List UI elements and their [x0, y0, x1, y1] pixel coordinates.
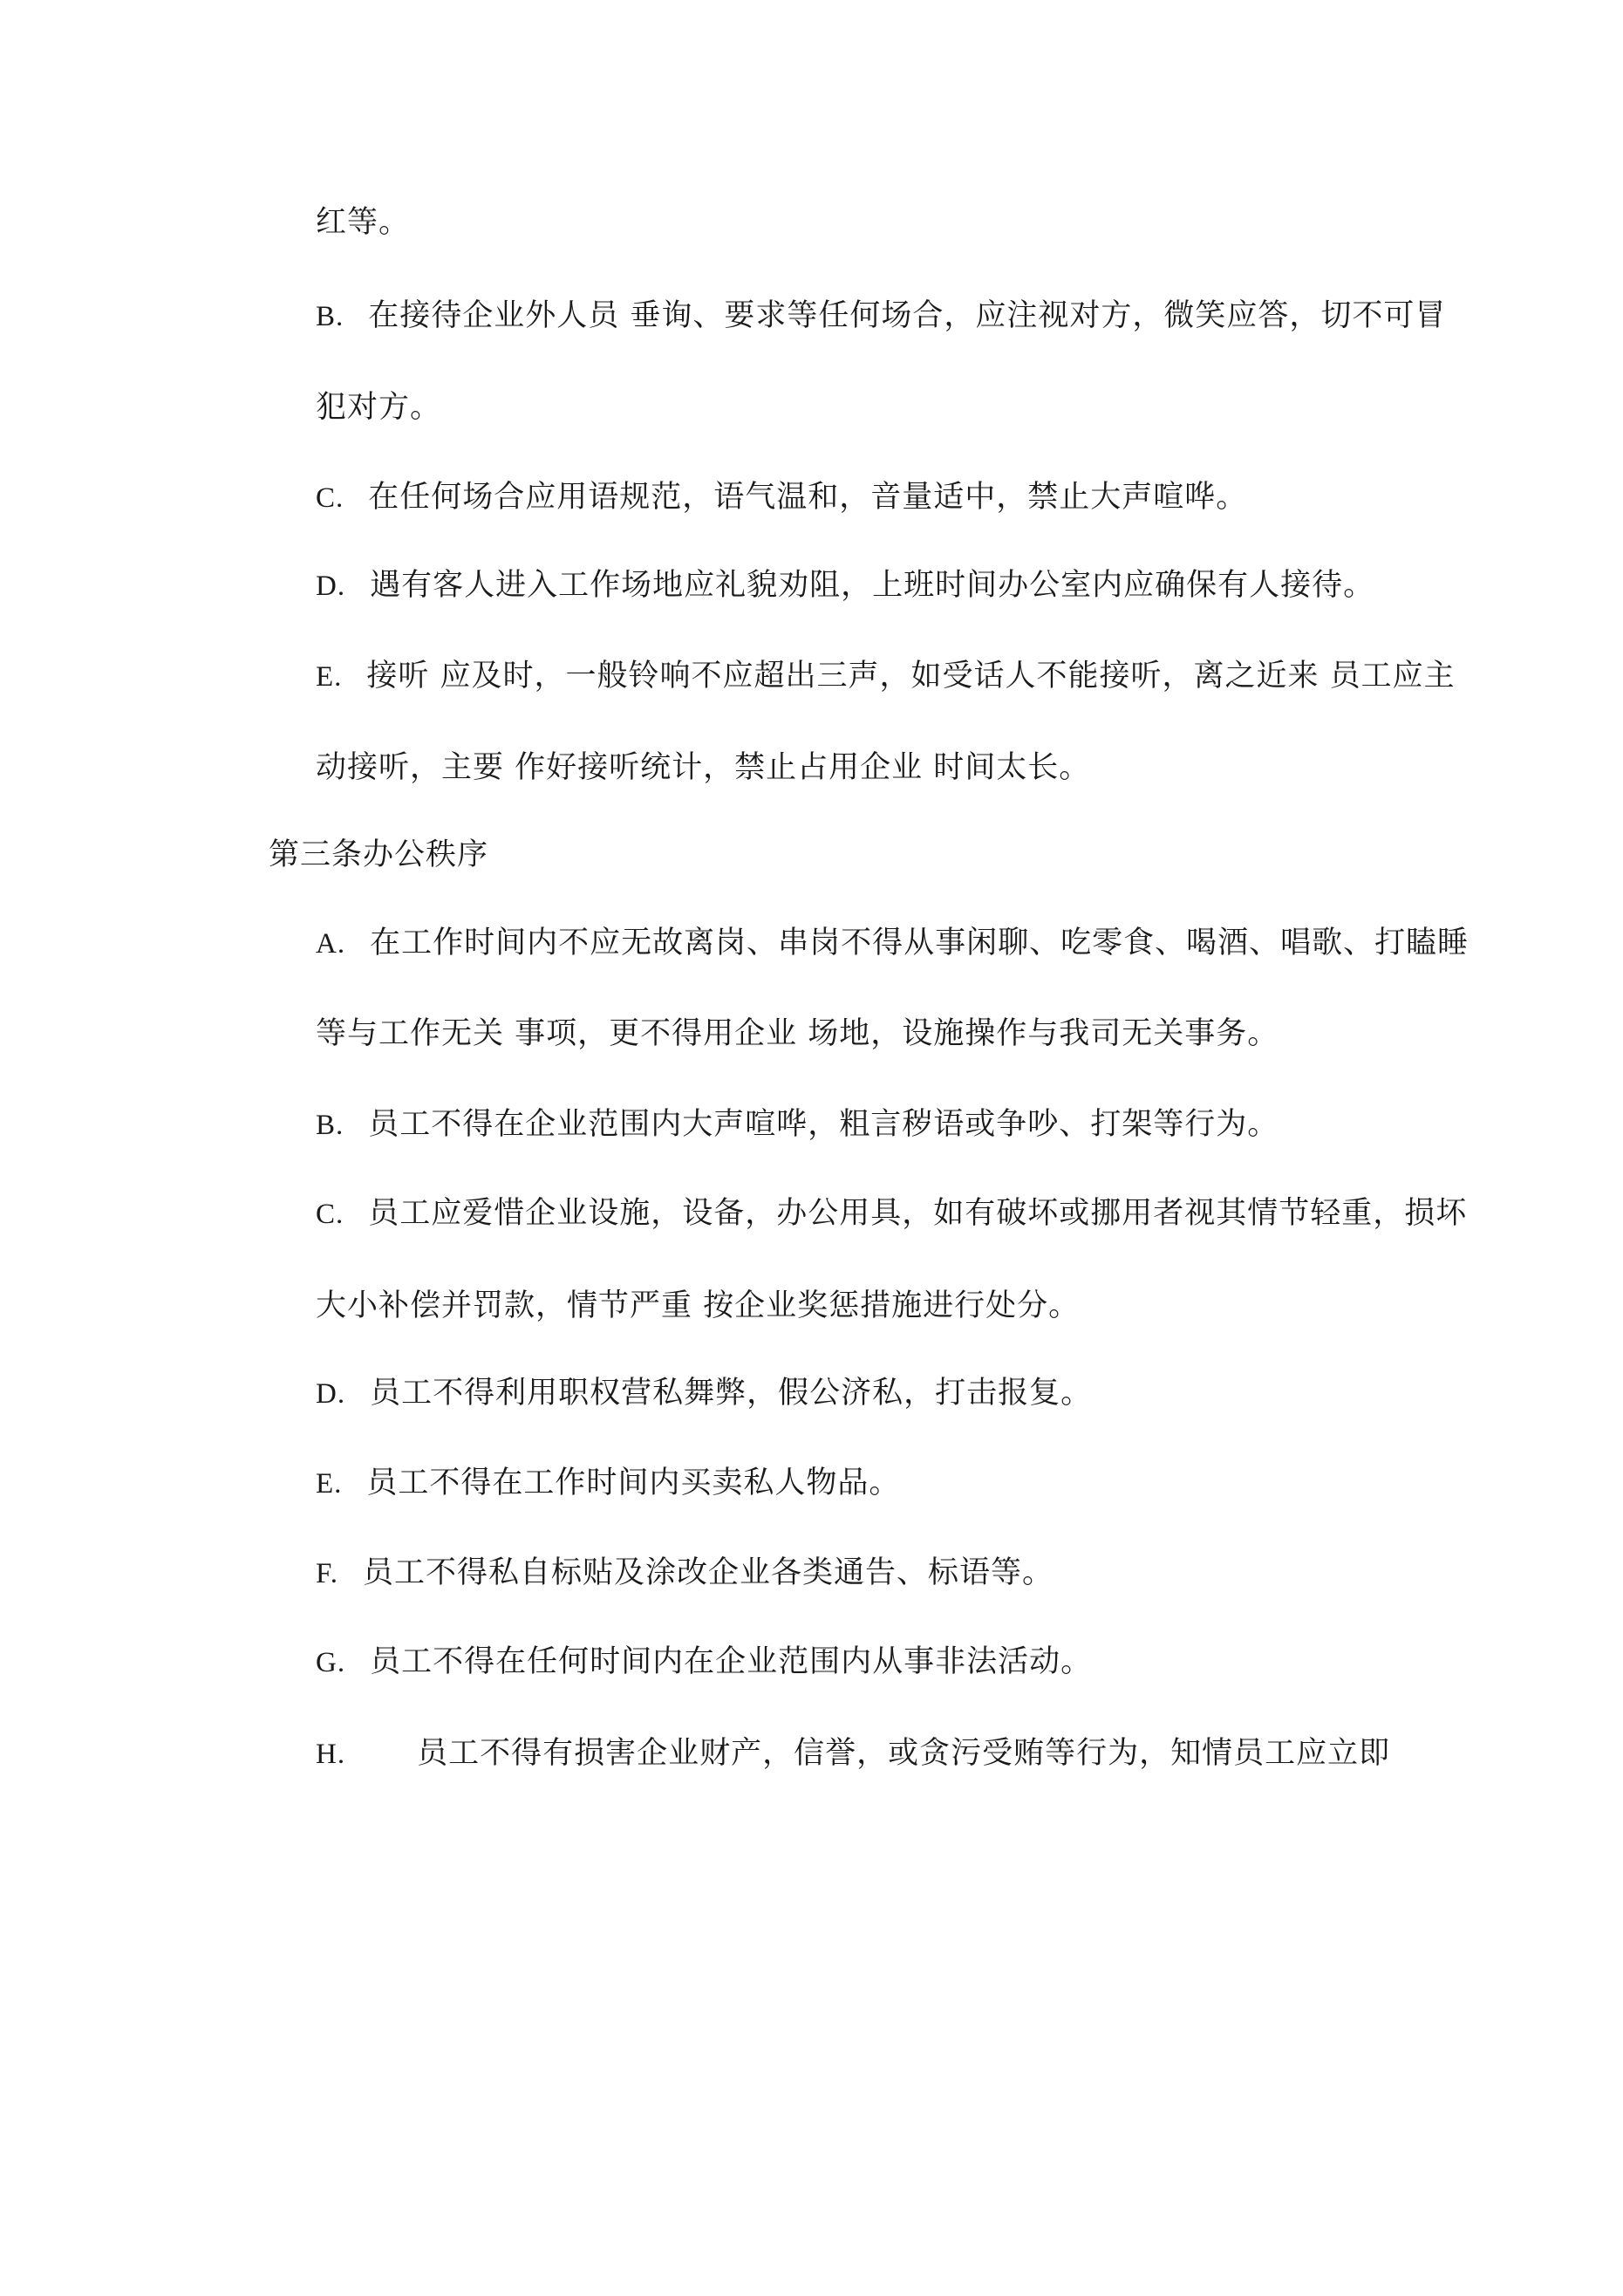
item-marker: E.: [316, 1468, 343, 1500]
item-marker: D.: [316, 1378, 346, 1410]
item-text: 接听 应及时，一般铃响不应超出三声，如受话人不能接听，离之近来 员工应主: [366, 659, 1456, 694]
section-title: 第三条办公秩序: [269, 837, 489, 872]
item-marker: G.: [316, 1647, 346, 1678]
list-item-g: [316, 1640, 1092, 1684]
line-text: 动接听，主要 作好接听统计，禁止占用企业 时间太长。: [316, 750, 1091, 785]
item-text: 员工应爱惜企业设施，设备，办公用具，如有破坏或挪用者视其情节轻重，损坏: [368, 1196, 1468, 1231]
item-marker: C.: [316, 482, 344, 514]
list-item-f: [316, 1551, 1054, 1596]
line-text: 红等。: [316, 205, 411, 240]
item-text: 员工不得私自标贴及涂改企业各类通告、标语等。: [362, 1555, 1054, 1590]
list-item-b: [316, 294, 1446, 338]
item-text: 在任何场合应用语规范，语气温和，音量适中，禁止大声喧哗。: [368, 480, 1248, 515]
item-text: 遇有客人进入工作场地应礼貌劝阻，上班时间办公室内应确保有人接待。: [370, 568, 1375, 603]
list-item-b: [316, 1103, 1279, 1147]
continuation-line: [316, 201, 410, 244]
line-text: 犯对方。: [316, 390, 442, 425]
item-marker: B.: [316, 301, 344, 332]
list-item-c: [316, 475, 1247, 520]
continuation-line: [316, 386, 441, 429]
list-item-c: [316, 1192, 1467, 1236]
continuation-line: [316, 1284, 1080, 1328]
continuation-line: [316, 746, 1090, 789]
section-heading: [269, 833, 488, 877]
list-item-d: [316, 564, 1374, 608]
list-item-e: [316, 1461, 900, 1506]
item-marker: A.: [316, 928, 346, 960]
item-marker: H.: [316, 1739, 346, 1770]
item-marker: C.: [316, 1199, 344, 1230]
item-marker: E.: [316, 661, 343, 693]
item-text: 在工作时间内不应无故离岗、串岗不得从事闲聊、吃零食、喝酒、唱歌、打瞌睡: [370, 926, 1470, 960]
line-text: 大小补偿并罚款，情节严重 按企业奖惩措施进行处分。: [316, 1288, 1081, 1323]
item-text: 员工不得利用职权营私舞弊，假公济私，打击报复。: [370, 1376, 1093, 1411]
list-item-h: [316, 1732, 1390, 1776]
item-text: 员工不得有损害企业财产，信誉，或贪污受贿等行为，知情员工应立即: [417, 1736, 1391, 1771]
continuation-line: [316, 1012, 1279, 1056]
item-marker: D.: [316, 571, 346, 602]
item-text: 员工不得在任何时间内在企业范围内从事非法活动。: [370, 1644, 1093, 1679]
item-text: 员工不得在工作时间内买卖私人物品。: [366, 1466, 901, 1500]
list-item-a: [316, 921, 1469, 966]
line-text: 等与工作无关 事项，更不得用企业 场地，设施操作与我司无关事务。: [316, 1016, 1279, 1051]
list-item-d: [316, 1371, 1092, 1416]
item-marker: F.: [316, 1558, 338, 1589]
item-text: 员工不得在企业范围内大声喧哗，粗言秽语或争吵、打架等行为。: [368, 1107, 1279, 1142]
item-text: 在接待企业外人员 垂询、要求等任何场合，应注视对方，微笑应答，切不可冒: [368, 298, 1447, 333]
item-marker: B.: [316, 1110, 344, 1141]
list-item-e: [316, 654, 1456, 699]
